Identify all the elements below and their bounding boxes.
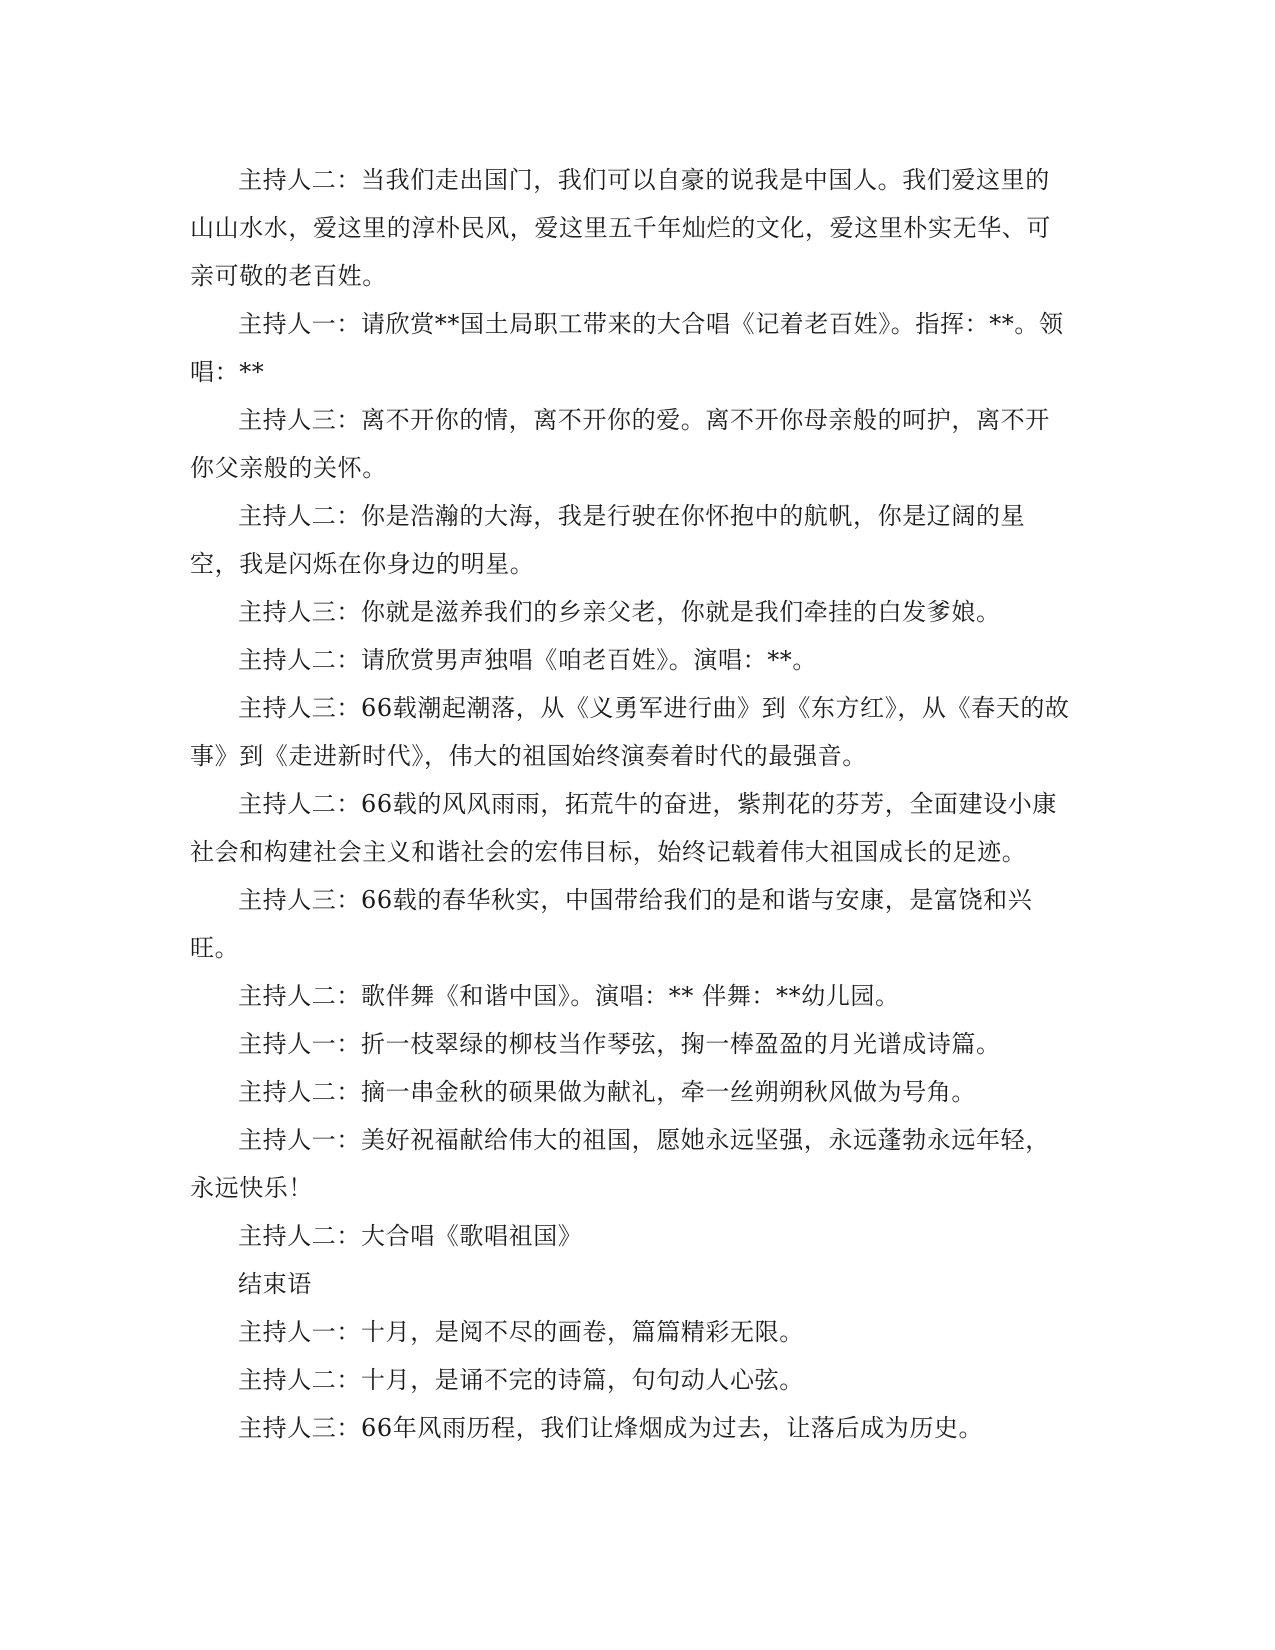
paragraph-host2-intro: 主持人二：当我们走出国门，我们可以自豪的说我是中国人。我们爱这里的山山水水，爱这里的淳朴民风，爱这里五千年灿烂的文化，爱这里朴实无华、可亲可敬的老百姓。	[190, 166, 1051, 290]
paragraph-host3-elders: 主持人三：你就是滋养我们的乡亲父老，你就是我们牵挂的白发爹娘。	[238, 598, 1001, 626]
paragraph-host1-willow: 主持人一：折一枝翠绿的柳枝当作琴弦，掬一棒盈盈的月光谱成诗篇。	[238, 1030, 1001, 1058]
paragraph-host3-love: 主持人三：离不开你的情，离不开你的爱。离不开你母亲般的呵护，离不开你父亲般的关怀。	[190, 406, 1050, 482]
paragraph-host3-history: 主持人三：66年风雨历程，我们让烽烟成为过去，让落后成为历史。	[238, 1414, 984, 1442]
paragraph-host1-october: 主持人一：十月，是阅不尽的画卷，篇篇精彩无限。	[238, 1318, 804, 1346]
section-heading-closing: 结束语	[238, 1270, 312, 1298]
paragraph-host3-66years: 主持人三：66载潮起潮落，从《义勇军进行曲》到《东方红》，从《春天的故事》到《走进新时代》，伟大的祖国始终演奏着时代的最强音。	[190, 694, 1070, 770]
paragraph-host2-finale: 主持人二：大合唱《歌唱祖国》	[238, 1222, 583, 1250]
paragraph-host2-66years: 主持人二：66载的风风雨雨，拓荒牛的奋进，紫荆花的芬芳，全面建设小康社会和构建社会主义和谐社会的宏伟目标，始终记载着伟大祖国成长的足迹。	[190, 790, 1057, 866]
paragraph-host3-harvest: 主持人三：66载的春华秋实，中国带给我们的是和谐与安康，是富饶和兴旺。	[190, 886, 1033, 962]
paragraph-host2-dance: 主持人二：歌伴舞《和谐中国》。演唱：** 伴舞：**幼儿园。	[238, 982, 900, 1010]
document-body	[190, 156, 1070, 1452]
paragraph-host2-solo: 主持人二：请欣赏男声独唱《咱老百姓》。演唱：**。	[238, 646, 817, 674]
paragraph-host2-sea: 主持人二：你是浩瀚的大海，我是行驶在你怀抱中的航帆，你是辽阔的星空，我是闪烁在你身边的明星。	[190, 502, 1026, 578]
paragraph-host2-autumn: 主持人二：摘一串金秋的硕果做为献礼，牵一丝朔朔秋风做为号角。	[238, 1078, 976, 1106]
paragraph-host1-chorus: 主持人一：请欣赏**国土局职工带来的大合唱《记着老百姓》。指挥：**。领唱：**	[190, 310, 1064, 386]
paragraph-host1-blessing: 主持人一：美好祝福献给伟大的祖国，愿她永远坚强，永远蓬勃永远年轻，永远快乐！	[190, 1126, 1050, 1202]
paragraph-host2-october: 主持人二：十月，是诵不完的诗篇，句句动人心弦。	[238, 1366, 804, 1394]
